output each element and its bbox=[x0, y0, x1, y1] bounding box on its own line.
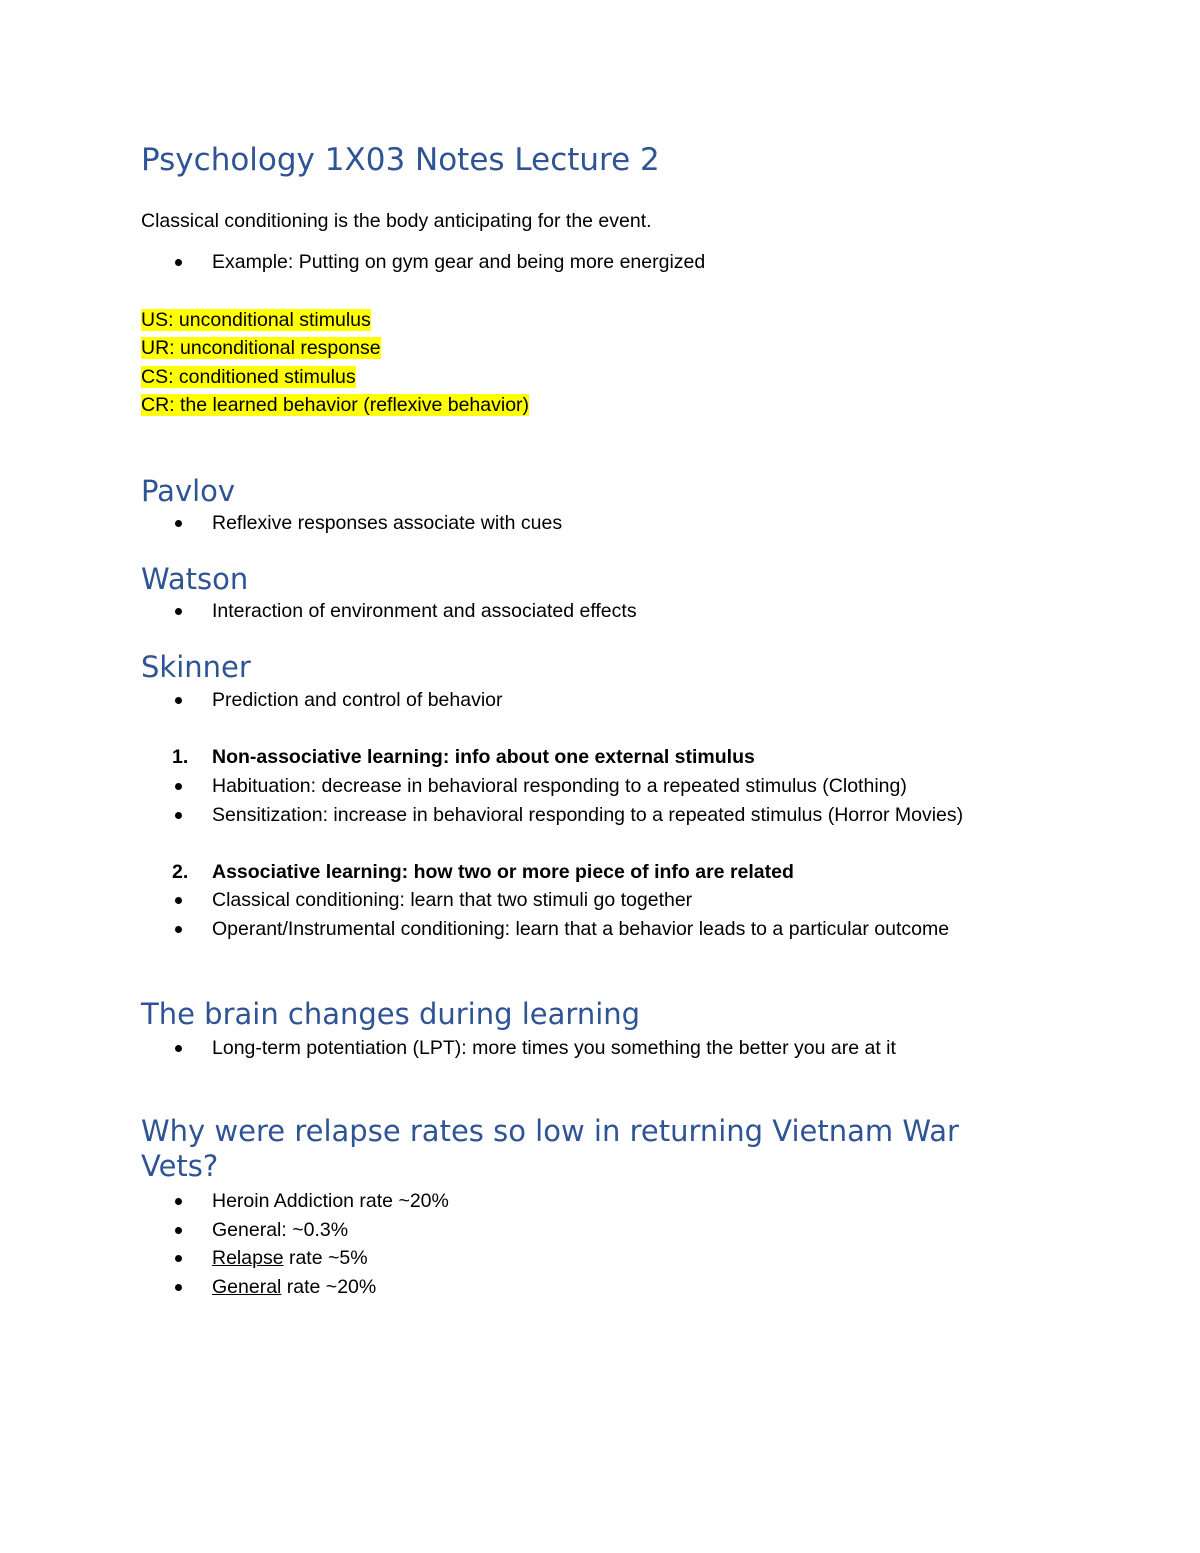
bullet-icon bbox=[175, 1284, 182, 1291]
definition-cr: CR: the learned behavior (reflexive behavior) bbox=[141, 394, 530, 416]
bullet-icon bbox=[175, 812, 182, 819]
document-page: Psychology 1X03 Notes Lecture 2 Classical conditioning is the body anticipating for the event. Example: Putting on gym gear and being more energized US: unconditional stimulus UR: unconditional response CS: conditioned stimulus CR: the learned behavior (reflexive behavior) Pavlov Reflexive responses associate with cues Watson Interaction of environment and associated effects Skinner Prediction and control of behavior 1. Non-associative learning: info about one external stimulus Habituation: decrease in behavioral responding to a repeated stimulus (Clothing) Sensitization: increase in behavioral responding to a repeated stimulus (Horror Movies) 2. Associative learning: how two or more piece of info are related Classical conditioning: learn that two stimuli go together Operant/Instrumental conditioning: learn that a behavior leads to a particular outcome The brain changes during learning Long-term potentiation (LPT): more times you something the better you are at it Why were relapse rates so low in returning Vietnam War Vets? Heroin Addiction rate ~20% General: ~0.3% Relapse rate ~5% General rate ~20% bbox=[141, 142, 964, 1298]
bullet-icon bbox=[175, 897, 182, 904]
definition-ur: UR: unconditional response bbox=[141, 337, 381, 359]
bullet-icon bbox=[175, 1227, 182, 1234]
section-heading-vietnam-cont: Vets? bbox=[141, 1149, 219, 1183]
bullet-icon bbox=[175, 926, 182, 933]
section-heading-pavlov: Pavlov bbox=[141, 474, 236, 508]
bullet-icon bbox=[175, 259, 182, 266]
bullet-icon bbox=[175, 783, 182, 790]
section-heading-watson: Watson bbox=[141, 562, 249, 596]
definition-cs: CS: conditioned stimulus bbox=[141, 366, 356, 388]
bullet-icon bbox=[175, 520, 182, 527]
definition-us: US: unconditional stimulus bbox=[141, 309, 371, 331]
intro-text: Classical conditioning is the body anticipating for the event. bbox=[141, 210, 652, 232]
bullet-icon bbox=[175, 1198, 182, 1205]
bullet-icon bbox=[175, 608, 182, 615]
bullet-icon bbox=[175, 1045, 182, 1052]
section-heading-skinner: Skinner bbox=[141, 650, 251, 684]
bullet-icon bbox=[175, 1255, 182, 1262]
page-title: Psychology 1X03 Notes Lecture 2 bbox=[141, 142, 660, 178]
bullet-icon bbox=[175, 697, 182, 704]
section-heading-brain: The brain changes during learning bbox=[141, 997, 641, 1031]
section-heading-vietnam: Why were relapse rates so low in returning Vietnam War bbox=[141, 1114, 959, 1148]
